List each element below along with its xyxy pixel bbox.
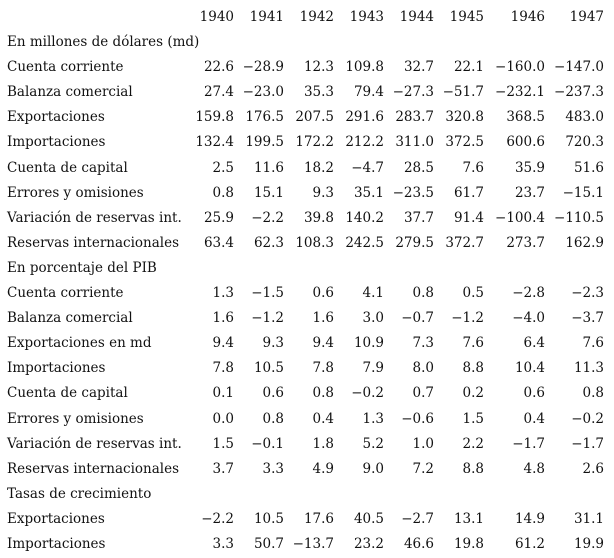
table-row [0, 231, 614, 256]
value-cell: 3.3 [212, 536, 234, 552]
value-cell: 13.1 [453, 510, 484, 527]
table-row [0, 306, 614, 331]
value-cell: 35.1 [353, 184, 384, 201]
value-cell: −1.2 [251, 310, 284, 327]
table-row [0, 156, 614, 181]
value-cell: −3.7 [571, 310, 604, 327]
value-cell: −1.7 [571, 435, 604, 452]
table-row [0, 331, 614, 356]
value-cell: −0.2 [571, 410, 604, 427]
value-cell: 28.5 [403, 159, 434, 176]
table-row [0, 281, 614, 306]
value-cell: 1.3 [212, 285, 234, 301]
value-cell: 1.6 [312, 310, 334, 327]
value-cell: 37.7 [403, 209, 434, 226]
value-cell: 12.3 [303, 59, 334, 76]
value-cell: −237.3 [554, 84, 604, 101]
row-label: Errores y omisiones [7, 184, 144, 201]
value-cell: 32.7 [403, 59, 434, 76]
row-label: Importaciones [7, 536, 106, 552]
value-cell: 108.3 [295, 234, 334, 251]
year-header: 1944 [399, 9, 434, 25]
value-cell: 0.4 [523, 410, 545, 427]
value-cell: 18.2 [303, 159, 334, 176]
row-label: Cuenta corriente [7, 59, 124, 76]
value-cell: 8.8 [462, 460, 484, 477]
value-cell: 0.8 [312, 385, 334, 402]
value-cell: 7.8 [312, 360, 334, 377]
row-label: Importaciones [7, 360, 106, 377]
row-label: Cuenta corriente [7, 285, 124, 301]
value-cell: 23.7 [514, 184, 545, 201]
value-cell: 159.8 [195, 109, 234, 126]
value-cell: −2.7 [401, 510, 434, 527]
value-cell: 8.0 [412, 360, 434, 377]
value-cell: 3.0 [362, 310, 384, 327]
value-cell: 15.1 [253, 184, 284, 201]
value-cell: 1.3 [362, 410, 384, 427]
value-cell: 40.5 [353, 510, 384, 527]
value-cell: 368.5 [506, 109, 545, 126]
value-cell: 0.2 [462, 385, 484, 402]
row-label: Balanza comercial [7, 310, 133, 327]
value-cell: 17.6 [303, 510, 334, 527]
row-label: Exportaciones en md [7, 335, 152, 352]
value-cell: 0.5 [462, 285, 484, 301]
value-cell: 1.5 [462, 410, 484, 427]
value-cell: 62.3 [253, 234, 284, 251]
value-cell: 9.3 [312, 184, 334, 201]
value-cell: −2.8 [512, 285, 545, 301]
table-row [0, 80, 614, 105]
value-cell: 39.8 [303, 209, 334, 226]
table-row [0, 130, 614, 155]
value-cell: 63.4 [203, 234, 234, 251]
value-cell: 11.6 [253, 159, 284, 176]
value-cell: 0.8 [262, 410, 284, 427]
value-cell: 91.4 [453, 209, 484, 226]
value-cell: −0.6 [401, 410, 434, 427]
row-label: Variación de reservas int. [7, 209, 182, 226]
value-cell: 172.2 [295, 134, 334, 151]
value-cell: 10.9 [353, 335, 384, 352]
value-cell: 10.4 [514, 360, 545, 377]
value-cell: 0.7 [412, 385, 434, 402]
value-cell: 19.8 [453, 536, 484, 552]
value-cell: 199.5 [245, 134, 284, 151]
value-cell: 2.6 [582, 460, 604, 477]
year-header-row [0, 5, 614, 30]
year-header: 1946 [510, 9, 545, 25]
table-row [0, 507, 614, 532]
value-cell: 291.6 [345, 109, 384, 126]
year-header: 1947 [569, 9, 604, 25]
row-label: Importaciones [7, 134, 106, 151]
value-cell: 1.5 [212, 435, 234, 452]
value-cell: 9.4 [312, 335, 334, 352]
value-cell: 10.5 [253, 510, 284, 527]
value-cell: 279.5 [395, 234, 434, 251]
row-label: Balanza comercial [7, 84, 133, 101]
value-cell: 9.0 [362, 460, 384, 477]
row-label: Cuenta de capital [7, 159, 128, 176]
value-cell: 0.6 [523, 385, 545, 402]
value-cell: 35.9 [514, 159, 545, 176]
value-cell: −4.0 [512, 310, 545, 327]
value-cell: 483.0 [565, 109, 604, 126]
value-cell: 8.8 [462, 360, 484, 377]
value-cell: 0.8 [412, 285, 434, 301]
row-label: Exportaciones [7, 510, 105, 527]
table-row [0, 105, 614, 130]
value-cell: 19.9 [573, 536, 604, 552]
value-cell: −23.0 [242, 84, 284, 101]
table-row [0, 55, 614, 80]
section-heading: En millones de dólares (md) [7, 34, 200, 50]
value-cell: 0.6 [312, 285, 334, 301]
value-cell: 3.7 [212, 460, 234, 477]
row-label: Exportaciones [7, 109, 105, 126]
table-row [0, 532, 614, 557]
value-cell: −0.2 [351, 385, 384, 402]
table-row [0, 381, 614, 406]
value-cell: 320.8 [445, 109, 484, 126]
value-cell: 2.2 [462, 435, 484, 452]
value-cell: 7.6 [462, 159, 484, 176]
year-header: 1942 [299, 9, 334, 25]
table-row [0, 457, 614, 482]
value-cell: 51.6 [573, 159, 604, 176]
value-cell: 311.0 [395, 134, 434, 151]
value-cell: 1.8 [312, 435, 334, 452]
value-cell: 212.2 [345, 134, 384, 151]
value-cell: 46.6 [403, 536, 434, 552]
value-cell: −0.7 [401, 310, 434, 327]
value-cell: −15.1 [562, 184, 604, 201]
value-cell: −110.5 [554, 209, 604, 226]
row-label: Errores y omisiones [7, 410, 144, 427]
value-cell: 0.6 [262, 385, 284, 402]
value-cell: −147.0 [554, 59, 604, 76]
table-row [0, 356, 614, 381]
row-label: Reservas internacionales [7, 234, 180, 251]
value-cell: 61.7 [453, 184, 484, 201]
value-cell: 10.5 [253, 360, 284, 377]
year-header: 1943 [349, 9, 384, 25]
value-cell: 242.5 [345, 234, 384, 251]
section-heading-row [0, 482, 614, 507]
value-cell: 162.9 [565, 234, 604, 251]
value-cell: 273.7 [506, 234, 545, 251]
value-cell: 109.8 [345, 59, 384, 76]
value-cell: −13.7 [292, 536, 334, 552]
table-row [0, 432, 614, 457]
value-cell: 0.1 [212, 385, 234, 402]
value-cell: 372.5 [445, 134, 484, 151]
section-heading-row [0, 256, 614, 281]
value-cell: 11.3 [573, 360, 604, 377]
value-cell: 1.6 [212, 310, 234, 327]
year-header: 1941 [249, 9, 284, 25]
value-cell: 31.1 [573, 510, 604, 527]
value-cell: −28.9 [242, 59, 284, 76]
row-label: Cuenta de capital [7, 385, 128, 402]
value-cell: 22.6 [203, 59, 234, 76]
value-cell: 9.4 [212, 335, 234, 352]
value-cell: 4.9 [312, 460, 334, 477]
value-cell: 176.5 [245, 109, 284, 126]
value-cell: 5.2 [362, 435, 384, 452]
table-row [0, 206, 614, 231]
value-cell: −1.5 [251, 285, 284, 301]
value-cell: 0.4 [312, 410, 334, 427]
value-cell: 14.9 [514, 510, 545, 527]
value-cell: 7.9 [362, 360, 384, 377]
value-cell: −232.1 [495, 84, 545, 101]
value-cell: 79.4 [353, 84, 384, 101]
value-cell: 7.8 [212, 360, 234, 377]
value-cell: 25.9 [203, 209, 234, 226]
value-cell: −4.7 [351, 159, 384, 176]
row-label: Variación de reservas int. [7, 435, 182, 452]
value-cell: 600.6 [506, 134, 545, 151]
section-heading-row [0, 30, 614, 55]
value-cell: 0.8 [212, 184, 234, 201]
value-cell: 0.8 [582, 385, 604, 402]
value-cell: 132.4 [195, 134, 234, 151]
value-cell: 61.2 [514, 536, 545, 552]
value-cell: −51.7 [442, 84, 484, 101]
table-row [0, 181, 614, 206]
value-cell: −2.2 [201, 510, 234, 527]
section-heading: En porcentaje del PIB [7, 259, 157, 276]
value-cell: 283.7 [395, 109, 434, 126]
value-cell: 35.3 [303, 84, 334, 101]
value-cell: 2.5 [212, 159, 234, 176]
value-cell: 372.7 [445, 234, 484, 251]
value-cell: −2.3 [571, 285, 604, 301]
value-cell: 4.1 [362, 285, 384, 301]
value-cell: −23.5 [392, 184, 434, 201]
value-cell: 720.3 [565, 134, 604, 151]
value-cell: 7.2 [412, 460, 434, 477]
value-cell: 3.3 [262, 460, 284, 477]
year-header: 1945 [449, 9, 484, 25]
value-cell: 140.2 [345, 209, 384, 226]
value-cell: −27.3 [392, 84, 434, 101]
value-cell: 22.1 [453, 59, 484, 76]
value-cell: 7.6 [582, 335, 604, 352]
value-cell: −160.0 [495, 59, 545, 76]
value-cell: 7.3 [412, 335, 434, 352]
value-cell: −0.1 [251, 435, 284, 452]
value-cell: 23.2 [353, 536, 384, 552]
value-cell: 9.3 [262, 335, 284, 352]
value-cell: −1.2 [451, 310, 484, 327]
value-cell: 207.5 [295, 109, 334, 126]
value-cell: −100.4 [495, 209, 545, 226]
value-cell: 50.7 [253, 536, 284, 552]
row-label: Reservas internacionales [7, 460, 180, 477]
value-cell: −2.2 [251, 209, 284, 226]
value-cell: 6.4 [523, 335, 545, 352]
value-cell: 1.0 [412, 435, 434, 452]
table-row [0, 407, 614, 432]
section-heading: Tasas de crecimiento [7, 485, 152, 502]
year-header: 1940 [199, 9, 234, 25]
value-cell: 0.0 [212, 410, 234, 427]
value-cell: 4.8 [523, 460, 545, 477]
value-cell: −1.7 [512, 435, 545, 452]
value-cell: 7.6 [462, 335, 484, 352]
value-cell: 27.4 [203, 84, 234, 101]
